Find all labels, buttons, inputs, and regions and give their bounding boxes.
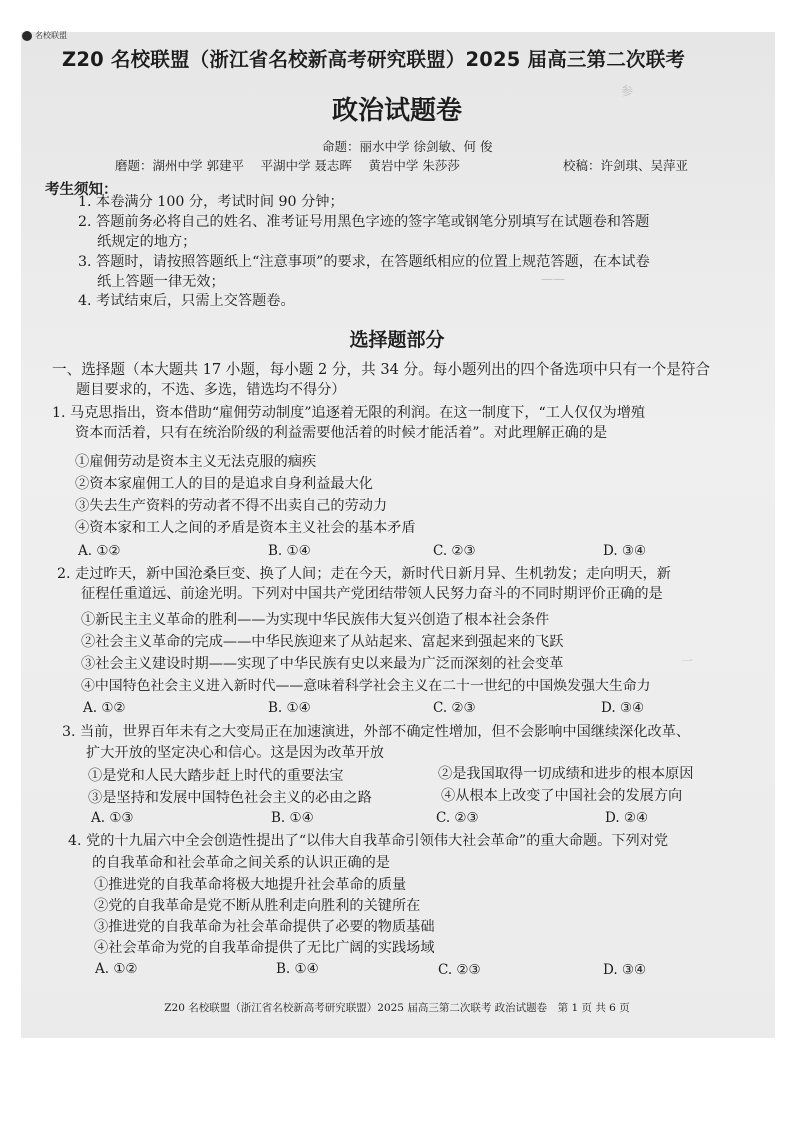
statement: ③推进党的自我革命为社会革命提供了必要的物质基础: [94, 919, 435, 935]
option-a: A. ①②: [78, 543, 121, 559]
option-c: C. ②③: [438, 962, 481, 978]
statement: ④中国特色社会主义进入新时代——意味着科学社会主义在二十一世纪的中国焕发强大生命力: [81, 678, 651, 694]
option-a: A. ①②: [95, 961, 138, 977]
statement: ②资本家雇佣工人的目的是追求自身利益最大化: [75, 476, 373, 492]
option-d: D. ③④: [603, 543, 647, 559]
option-b: B. ①④: [276, 961, 319, 977]
section-intro: 一、选择题（本大题共 17 小题，每小题 2 分，共 34 分。每小题列出的四个备选项中只有一个是符合: [52, 361, 711, 378]
statement: ①新民主主义革命的胜利——为实现中华民族伟大复兴创造了根本社会条件: [81, 612, 550, 628]
question-stem: 4. 党的十九届六中全会创造性提出了“以伟大自我革命引领伟大社会革命”的重大命题。下列对党: [68, 833, 669, 849]
question-stem: 征程任重道远、前途光明。下列对中国共产党团结带领人民努力奋斗的不同时期评价正确的是: [81, 586, 663, 602]
option-c: C. ②③: [433, 700, 476, 716]
section-intro: 题目要求的，不选、多选，错选均不得分）: [76, 382, 346, 398]
proposers-credit: 命题：丽水中学 徐剑敏、何 俊: [322, 139, 493, 154]
question-stem: 的自我革命和社会革命之间关系的认识正确的是: [92, 855, 390, 871]
statement: ①推进党的自我革命将极大地提升社会革命的质量: [94, 877, 407, 893]
option-d: D. ③④: [603, 962, 647, 978]
question-stem: 资本而活着，只有在统治阶级的利益需要他活着的时候才能活着”。对此理解正确的是: [75, 425, 608, 441]
question-stem: 1. 马克思指出，资本借助“雇佣劳动制度”追逐着无限的利润。在这一制度下，“工人仅仅为增殖: [52, 405, 646, 421]
notice-line: 3. 答题时，请按照答题纸上“注意事项”的要求，在答题纸相应的位置上规范答题，在本试卷: [78, 254, 650, 270]
notice-line: 1. 本卷满分 100 分，考试时间 90 分钟；: [78, 194, 344, 210]
statement: ④社会革命为党的自我革命提供了无比广阔的实践场域: [94, 940, 435, 956]
statement: ③社会主义建设时期——实现了中华民族有史以来最为广泛而深刻的社会变革: [81, 656, 564, 672]
option-a: A. ①②: [83, 700, 126, 716]
option-c: C. ②③: [436, 810, 479, 826]
question-stem: 3. 当前，世界百年未有之大变局正在加速演进，外部不确定性增加，但不会影响中国继续深化改革、: [62, 724, 691, 740]
photographed-page: 参 —— 一: [21, 32, 775, 1038]
statement: ③是坚持和发展中国特色社会主义的必由之路: [88, 790, 372, 806]
corner-logo: 名校联盟: [22, 30, 67, 41]
option-c: C. ②③: [433, 543, 476, 559]
polishers-credit: 磨题：湖州中学 郭建平 平湖中学 聂志晖 黄岩中学 朱莎莎: [115, 158, 460, 173]
paper-title: 政治试题卷: [331, 96, 462, 126]
exam-name: Z20 名校联盟（浙江省名校新高考研究联盟）2025 届高三第二次联考: [62, 48, 686, 71]
option-b: B. ①④: [268, 700, 311, 716]
reviewers-credit: 校稿：许剑琪、吴萍亚: [563, 158, 689, 173]
option-b: B. ①④: [268, 543, 311, 559]
statement: ②党的自我革命是党不断从胜利走向胜利的关键所在: [94, 898, 421, 914]
option-b: B. ①④: [271, 810, 314, 826]
statement: ①是党和人民大踏步赶上时代的重要法宝: [88, 768, 344, 784]
statement: ③失去生产资料的劳动者不得不出卖自己的劳动力: [75, 498, 388, 514]
section-title: 选择题部分: [349, 329, 445, 351]
statement: ④从根本上改变了中国社会的发展方向: [441, 788, 683, 804]
notice-title: 考生须知：: [45, 181, 118, 198]
notice-line: 纸上答题一律无效；: [97, 274, 225, 290]
question-stem: 扩大开放的坚定决心和信心。这是因为改革开放: [86, 745, 384, 761]
statement: ②社会主义革命的完成——中华民族迎来了从站起来、富起来到强起来的飞跃: [81, 634, 564, 650]
notice-line: 纸规定的地方；: [97, 234, 197, 250]
question-stem: 2. 走过昨天，新中国沧桑巨变、换了人间；走在今天，新时代日新月异、生机勃发；走向明天，新: [57, 566, 671, 582]
page-footer: Z20 名校联盟（浙江省名校新高考研究联盟）2025 届高三第二次联考 政治试题卷 第 1 页 共 6 页: [164, 1002, 630, 1014]
option-d: D. ③④: [601, 700, 645, 716]
statement: ②是我国取得一切成绩和进步的根本原因: [438, 766, 694, 782]
notice-line: 4. 考试结束后，只需上交答题卷。: [78, 293, 295, 309]
logo-mark-icon: [22, 31, 32, 41]
statement: ④资本家和工人之间的矛盾是资本主义社会的基本矛盾: [75, 520, 416, 536]
option-a: A. ①③: [91, 810, 134, 826]
notice-line: 2. 答题前务必将自己的姓名、准考证号用黑色字迹的签字笔或钢笔分别填写在试题卷和答题: [78, 214, 650, 230]
option-d: D. ②④: [605, 810, 649, 826]
statement: ①雇佣劳动是资本主义无法克服的痼疾: [75, 454, 317, 470]
